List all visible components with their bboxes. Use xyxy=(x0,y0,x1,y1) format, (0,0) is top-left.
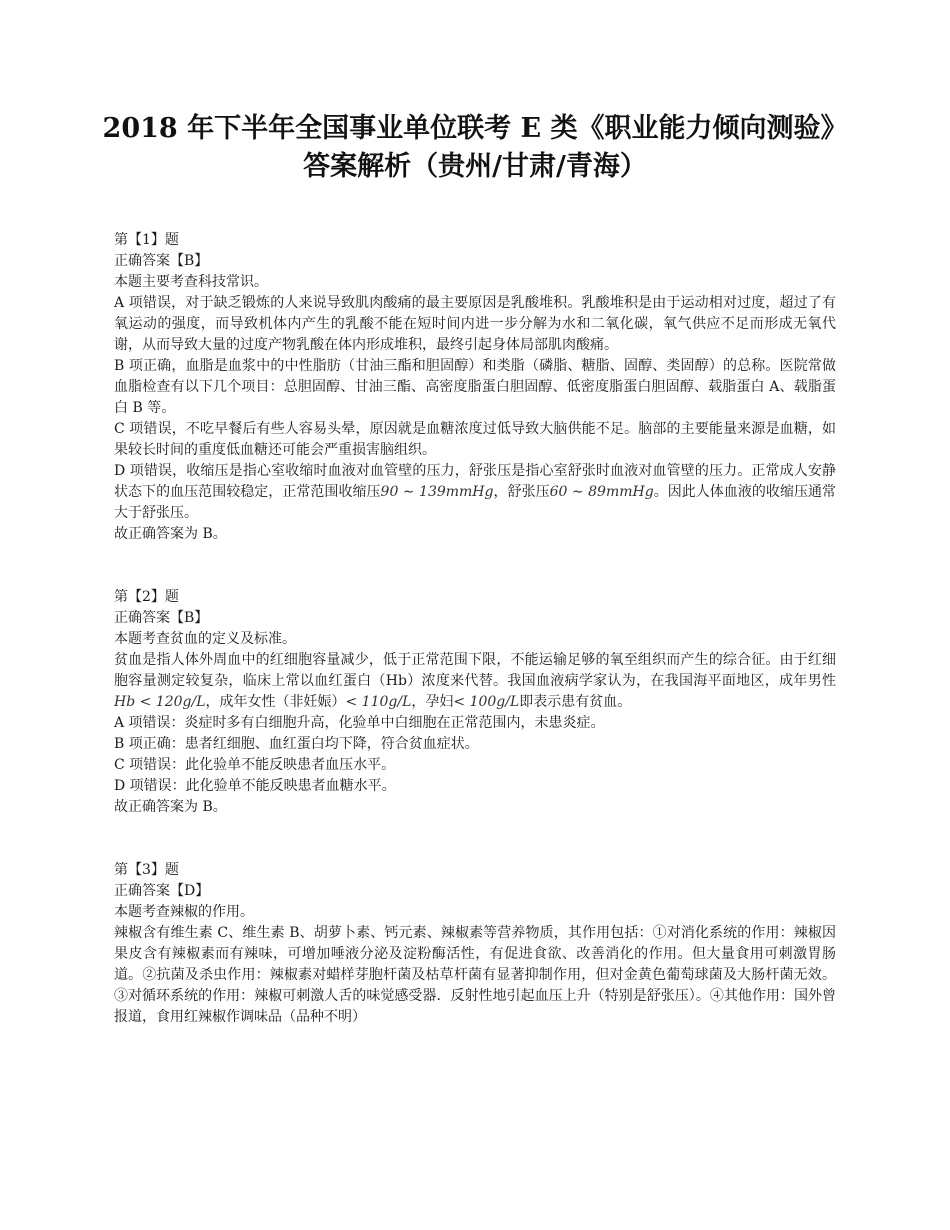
title-line-1: 2018 年下半年全国事业单位联考 E 类《职业能力倾向测验》 xyxy=(102,113,848,144)
question-header: 第【1】题 xyxy=(114,232,179,248)
correct-answer: 正确答案【B】 xyxy=(114,610,209,626)
option-a-explanation: A 项错误：炎症时多有白细胞升高，化验单中白细胞在正常范围内，未患炎症。 xyxy=(114,715,605,731)
option-b-explanation: B 项正确：患者红细胞、血红蛋白均下降，符合贫血症状。 xyxy=(114,736,479,752)
systolic-range-formula: 90 ∼ 139mmHg xyxy=(380,484,494,500)
option-c-explanation: C 项错误，不吃早餐后有些人容易头晕，原因就是血糖浓度过低导致大脑供能不足。脑部的主要能量来源是血糖，如果较长时间的重度低血糖还可能会严重损害脑组织。 xyxy=(114,421,836,458)
question-3 xyxy=(114,860,836,1028)
anemia-definition xyxy=(114,650,836,713)
body-text-3: ，孕妇 xyxy=(411,694,454,710)
question-intro: 本题考查辣椒的作用。 xyxy=(114,904,254,920)
pepper-effects-explanation: 辣椒含有维生素 C、维生素 B、胡萝卜素、钙元素、辣椒素等营养物质，其作用包括：①对消化系统的作用：辣椒因果皮含有辣椒素而有辣味，可增加唾液分泌及淀粉酶活性，有促进食欲、改善消化的作用。但大量食用可刺激胃肠道。②抗菌及杀虫作用：辣椒素对蜡样芽胞杆菌及枯草杆菌有显著抑制作用，但对金黄色葡萄球菌及大肠杆菌无效。③对循环系统的作用：辣椒可刺激人舌的味觉感受器．反射性地引起血压上升（特别是舒张压）。④其他作用：国外曾报道，食用红辣椒作调味品（品种不明） xyxy=(114,925,836,1025)
body-text-4: 即表示患有贫血。 xyxy=(519,694,632,710)
body-text-1: 贫血是指人体外周血中的红细胞容量减少，低于正常范围下限，不能运输足够的氧至组织而产生的综合征。由于红细胞容量测定较复杂，临床上常以血红蛋白（Hb）浓度来代替。我国血液病学家认为，在我国海平面地区，成年男性 xyxy=(114,652,836,689)
option-d-explanation xyxy=(114,461,836,524)
title-line-2: 答案解析（贵州/甘肃/青海） xyxy=(303,151,647,182)
question-intro: 本题考查贫血的定义及标准。 xyxy=(114,631,296,647)
option-c-explanation: C 项错误：此化验单不能反映患者血压水平。 xyxy=(114,757,396,773)
diastolic-range-formula: 60 ∼ 89mmHg xyxy=(549,484,654,500)
option-d-text-2: ，舒张压 xyxy=(493,484,550,500)
question-header: 第【2】题 xyxy=(114,589,179,605)
document-title xyxy=(60,110,890,186)
option-b-explanation: B 项正确，血脂是血浆中的中性脂肪（甘油三酯和胆固醇）和类脂（磷脂、糖脂、固醇、类固醇）的总称。医院常做血脂检查有以下几个项目：总胆固醇、甘油三酯、高密度脂蛋白胆固醇、低密度脂蛋白胆固醇、载脂蛋白 A、载脂蛋白 B 等。 xyxy=(114,358,836,416)
option-d-text-3: 。因此人体血液的收缩压通常大于舒张压。 xyxy=(114,484,837,521)
pregnant-hb-formula: < 100g/L xyxy=(453,694,520,710)
option-d-explanation: D 项错误：此化验单不能反映患者血糖水平。 xyxy=(114,778,396,794)
question-2 xyxy=(114,587,836,818)
document-body xyxy=(114,230,836,1028)
body-text-2: ，成年女性（非妊娠） xyxy=(205,694,346,710)
option-a-explanation: A 项错误，对于缺乏锻炼的人来说导致肌肉酸痛的最主要原因是乳酸堆积。乳酸堆积是由于运动相对过度，超过了有氧运动的强度，而导致机体内产生的乳酸不能在短时间内进一步分解为水和二氧化碳，氧气供应不足而形成无氧代谢，从而导致大量的过度产物乳酸在体内形成堆积，最终引起身体局部肌肉酸痛。 xyxy=(114,295,836,353)
conclusion: 故正确答案为 B。 xyxy=(114,526,227,542)
male-hb-formula: Hb < 120g/L xyxy=(114,694,206,710)
correct-answer: 正确答案【D】 xyxy=(114,883,210,899)
question-intro: 本题主要考查科技常识。 xyxy=(114,274,268,290)
female-hb-formula: < 110g/L xyxy=(345,694,412,710)
question-1 xyxy=(114,230,836,545)
correct-answer: 正确答案【B】 xyxy=(114,253,209,269)
question-header: 第【3】题 xyxy=(114,862,179,878)
option-d-text-1: D 项错误，收缩压是指心室收缩时血液对血管壁的压力，舒张压是指心室舒张时血液对血管壁的压力。正常成人安静状态下的血压范围较稳定，正常范围收缩压 xyxy=(114,463,836,500)
conclusion: 故正确答案为 B。 xyxy=(114,799,227,815)
